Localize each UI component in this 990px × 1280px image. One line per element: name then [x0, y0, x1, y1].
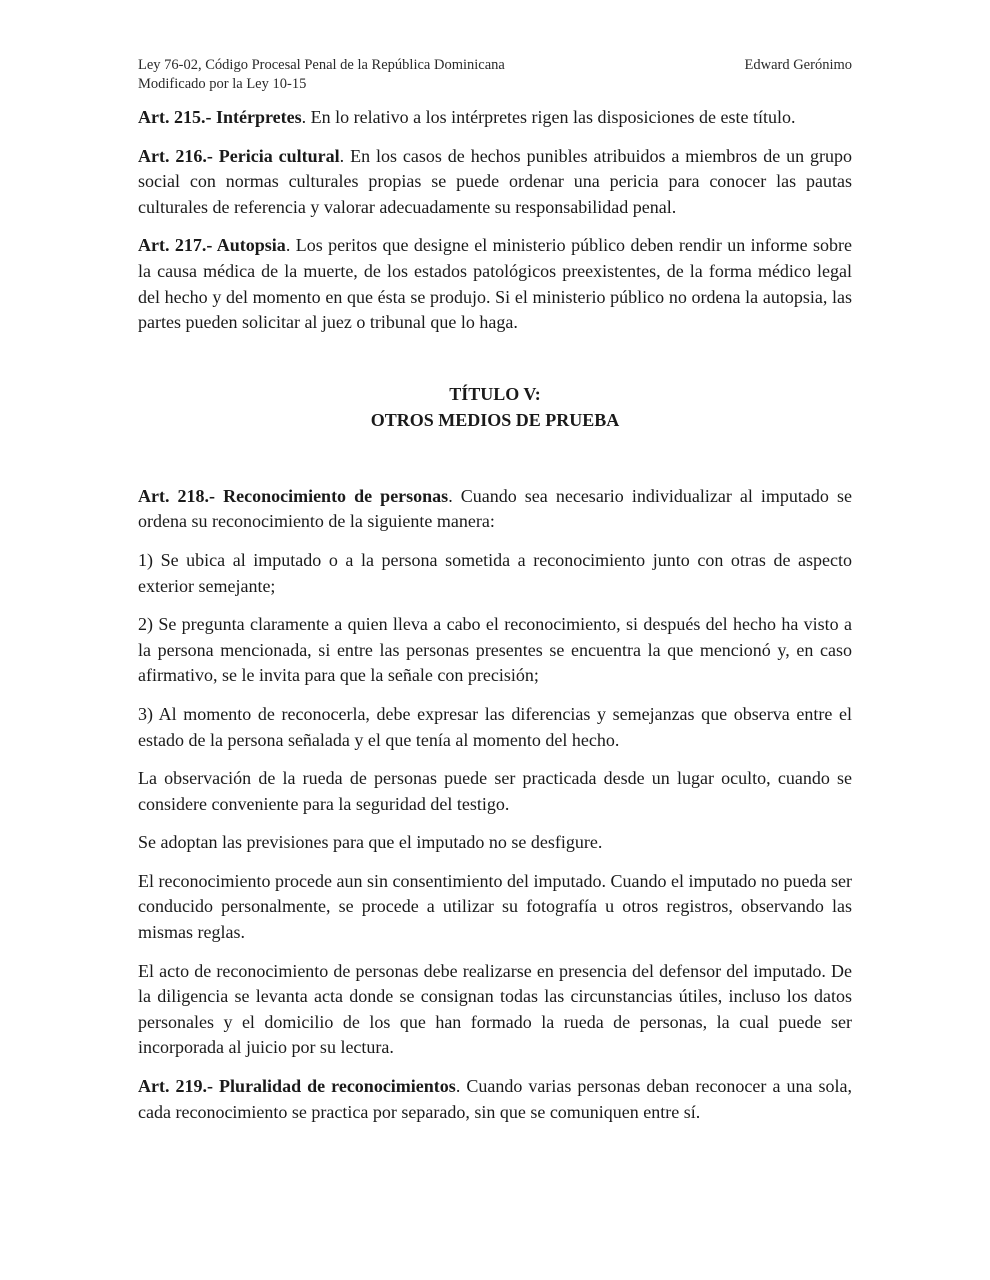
section-title-number: TÍTULO V: — [449, 383, 541, 404]
document-body — [138, 105, 852, 1125]
article-215 — [138, 105, 852, 131]
section-title-name: OTROS MEDIOS DE PRUEBA — [370, 409, 620, 430]
article-216-label: Art. 216.- Pericia cultural — [138, 145, 340, 166]
paragraph-observation: La observación de la rueda de personas puede ser practicada desde un lugar oculto, cuando se considere conveniente para la seguridad del testigo. — [138, 768, 852, 814]
article-217-label: Art. 217.- Autopsia — [138, 235, 286, 256]
article-217-text: . Los peritos que designe el ministerio público deben rendir un informe sobre la causa médica de la muerte, de los estados patológicos preexistentes, de la forma médico legal del hecho y del momento en que ésta se produjo. Si el ministerio público no ordena la autopsia, las partes pueden solicitar al juez o tribunal que lo haga. — [138, 235, 852, 333]
document-page — [138, 56, 852, 1138]
paragraph-consent: El reconocimiento procede aun sin consentimiento del imputado. Cuando el imputado no pueda ser conducido personalmente, se procede a utilizar su fotografía u otros registros, observando las mismas reglas. — [138, 870, 852, 943]
article-218 — [138, 484, 852, 535]
article-219-label: Art. 219.- Pluralidad de reconocimientos — [138, 1076, 456, 1097]
paragraph-item-2: 2) Se pregunta claramente a quien lleva a cabo el reconocimiento, si después del hecho ha visto a la persona mencionada, si entre las personas presentes se encuentra la que mencionó y, en caso afirmativo, se le invita para que la señale con precisión; — [138, 614, 852, 686]
article-218-label: Art. 218.- Reconocimiento de personas — [138, 485, 449, 506]
article-216 — [138, 144, 852, 221]
paragraph-previsions: Se adoptan las previsiones para que el imputado no se desfigure. — [138, 832, 603, 853]
article-219 — [138, 1074, 852, 1125]
article-216-text: . En los casos de hechos punibles atribuidos a miembros de un grupo social con normas culturales propias se puede ordenar una pericia para conocer las pautas culturales de referencia y valorar adecuadamente su responsabilidad penal. — [138, 145, 852, 217]
page-header — [138, 56, 852, 94]
article-215-label: Art. 215.- Intérpretes — [138, 107, 302, 127]
header-line-1 — [138, 56, 852, 75]
section-title — [138, 381, 852, 433]
paragraph-item-3: 3) Al momento de reconocerla, debe expresar las diferencias y semejanzas que observa entre el estado de la persona señalada y el que tenía al momento del hecho. — [138, 703, 852, 750]
article-215-text: . En lo relativo a los intérpretes rigen las disposiciones de este título. — [301, 107, 796, 127]
header-law-title: Ley 76-02, Código Procesal Penal de la República Dominicana — [138, 57, 505, 73]
article-217 — [138, 233, 852, 335]
article-218-text: . Cuando sea necesario individualizar al imputado se ordena su reconocimiento de la siguiente manera: — [138, 485, 852, 532]
paragraph-item-1: 1) Se ubica al imputado o a la persona sometida a reconocimiento junto con otras de aspecto exterior semejante; — [138, 549, 852, 596]
header-author: Edward Gerónimo — [744, 57, 852, 73]
header-modification-note: Modificado por la Ley 10-15 — [138, 76, 307, 92]
paragraph-act: El acto de reconocimiento de personas debe realizarse en presencia del defensor del imputado. De la diligencia se levanta acta donde se consignan todas las circunstancias útiles, incluso los datos personales y el domicilio de los que han formado la rueda de personas, la cual puede ser incorporada al juicio por su lectura. — [138, 960, 852, 1058]
article-219-text: . Cuando varias personas deban reconocer a una sola, cada reconocimiento se practica por separado, sin que se comuniquen entre sí. — [138, 1076, 852, 1122]
